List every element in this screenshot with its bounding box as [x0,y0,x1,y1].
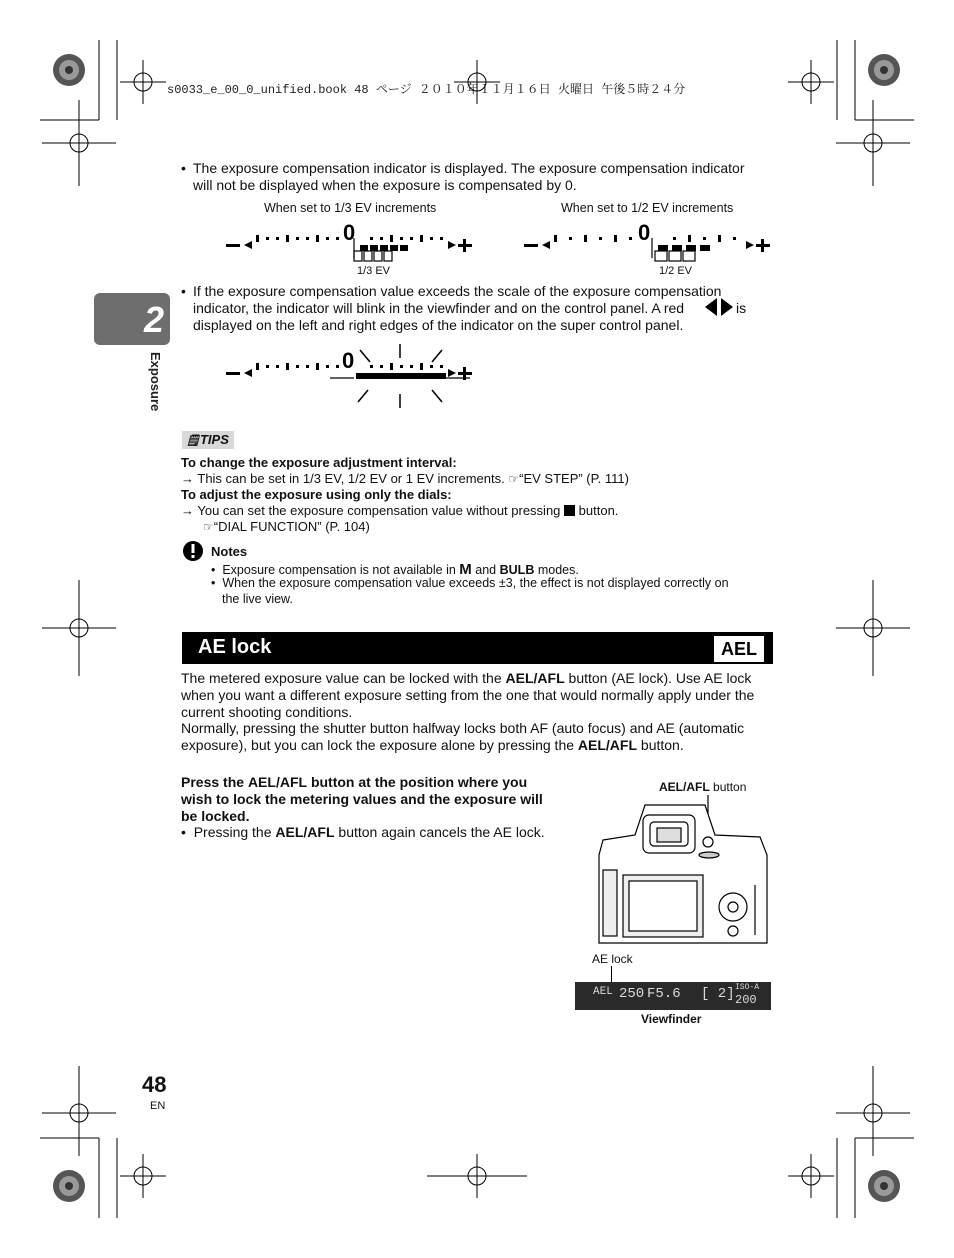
notes-title: Notes [211,544,248,559]
mode-bulb: BULB [499,563,535,577]
ev-scale-blinking [220,342,480,414]
bullet2-line3: displayed on the left and right edges of the indicator on the super control panel. [193,317,684,333]
ae-lock-callout: AE lock [592,952,633,966]
callout-bold: AEL/AFL [659,780,710,794]
tips-dials-end: button. [578,503,619,518]
tips-dials-ref: “DIAL FUNCTION” (P. 104) [213,519,370,534]
page-ref-icon: ☞ [508,472,520,486]
caption-1-2-ev: When set to 1/2 EV increments [561,201,734,215]
warning-icon [182,540,204,562]
caption-1-3-ev: When set to 1/3 EV increments [264,201,437,215]
zero-mark: 0 [342,348,355,373]
scale-label-1-2: 1/2 EV [659,265,693,277]
ael-afl-inline: AEL/AFL [505,670,565,686]
ev-scale-1-3 [220,218,480,266]
vf-bracket: [ 2] [701,986,735,1002]
vf-aperture: F5.6 [647,986,681,1002]
tips-interval-ref: “EV STEP” (P. 111) [519,471,629,486]
vf-ael: AEL [593,986,613,998]
step-b: button at the position where you [310,774,528,790]
ae-para1-line2: when you want a different exposure setting from the one that would normally apply under the [181,687,755,703]
bullet2-is: is [736,300,747,316]
step-line1 [181,774,527,790]
step-line2: wish to lock the metering values and the exposure will [181,791,543,807]
ev-scale-1-2 [518,218,778,266]
note2-line1: When the exposure compensation value exceeds ±3, the effect is not displayed correctly on [222,576,729,590]
exposure-comp-icon [564,505,575,516]
bullet2-line1: If the exposure compensation value exceeds the scale of the exposure compensation [193,283,722,299]
scale-label-1-3: 1/3 EV [357,265,391,277]
bullet-indicator-blink: • If the exposure compensation value exceeds the scale of the exposure compensation indicator, the indicator will blink in the viewfinder and on the control panel. A red displayed on the left and right edges of the indicator on the super control panel. [181,283,722,333]
ae-p1-a: The metered exposure value can be locked with the [181,670,502,686]
red-arrow-icon [705,298,733,316]
step-a: Press the [181,774,245,790]
page-ref-icon: ☞ [203,520,214,534]
tips-interval-text: → This can be set in 1/3 EV, 1/2 EV or 1 EV increments. [181,471,505,486]
section-title: AE lock [198,636,272,658]
tips-text-interval [181,471,629,486]
step-line3: be locked. [181,808,250,824]
step-bullet: • Pressing the AEL/AFL button again cancels the AE lock. [181,824,545,840]
vf-shutter: 250 [619,986,645,1002]
ae-p2-a: exposure), but you can lock the exposure alone by pressing the [181,737,575,753]
note1-and: and [475,563,497,577]
zero-mark: 0 [343,220,356,245]
ae-p1-b: button (AE lock). Use AE lock [568,670,752,686]
bullet1-line1: The exposure compensation indicator is displayed. The exposure compensation indicator [193,160,745,176]
ae-para2-line2 [181,737,776,754]
tips-dials-ref-line [203,519,370,534]
vf-iso: 200 [735,993,757,1007]
note-item-1: • Exposure compensation is not available in M and BULB modes. [211,561,579,578]
running-head: s0033_e_00_0_unified.book 48 ページ ２０１０年１１月１６日 火曜日 午後５時２４分 [167,83,686,97]
camera-back-illustration [595,795,775,945]
note1-end: modes. [537,563,579,577]
ae-para1-line1 [181,670,776,687]
ael-afl-inline: AEL/AFL [247,774,308,790]
note1-text: Exposure compensation is not available in [222,563,456,577]
tips-badge: 🗒TIPS [182,431,234,449]
chapter-label: Exposure [148,352,163,412]
language-code: EN [150,1100,166,1112]
ae-p2-b: button. [640,737,684,753]
tips-heading-dials: To adjust the exposure using only the dials: [181,487,452,502]
step-bullet-a: Pressing the [193,824,272,840]
ae-para2-line1: Normally, pressing the shutter button halfway locks both AF (auto focus) and AE (automatic [181,720,745,736]
note2-line2: the live view. [222,592,293,606]
ael-badge: AEL [713,635,765,663]
viewfinder-display [575,982,771,1010]
tips-dials-text: → You can set the exposure compensation value without pressing [181,503,561,518]
section-header-ae-lock [182,632,773,664]
note-item-2: • When the exposure compensation value exceeds ±3, the effect is not displayed correctly on [211,576,729,590]
bullet-indicator-displayed: • The exposure compensation indicator is displayed. The exposure compensation indicator will not be displayed when the exposure is compensated by 0. [181,160,745,193]
zero-mark: 0 [638,220,651,245]
ael-afl-inline: AEL/AFL [275,824,335,840]
step-bullet-b: button again cancels the AE lock. [338,824,545,840]
bullet1-line2: will not be displayed when the exposure is compensated by 0. [193,177,577,193]
bullet2-line2: indicator, the indicator will blink in the viewfinder and on the control panel. A red [193,300,685,316]
vf-iso-label: ISO-A [735,983,760,992]
page-number: 48 [142,1072,167,1097]
chapter-tab [94,293,170,345]
viewfinder-caption: Viewfinder [641,1012,702,1026]
tips-text-dials [181,503,618,518]
tips-label: TIPS [199,432,229,447]
ael-button-callout [659,780,746,794]
ael-afl-inline: AEL/AFL [577,737,638,753]
mode-m: M [459,561,472,578]
chapter-number: 2 [143,299,164,340]
ae-para1-line3: current shooting conditions. [181,704,353,720]
tips-heading-interval: To change the exposure adjustment interval: [181,455,457,470]
callout-text: button [713,780,747,794]
